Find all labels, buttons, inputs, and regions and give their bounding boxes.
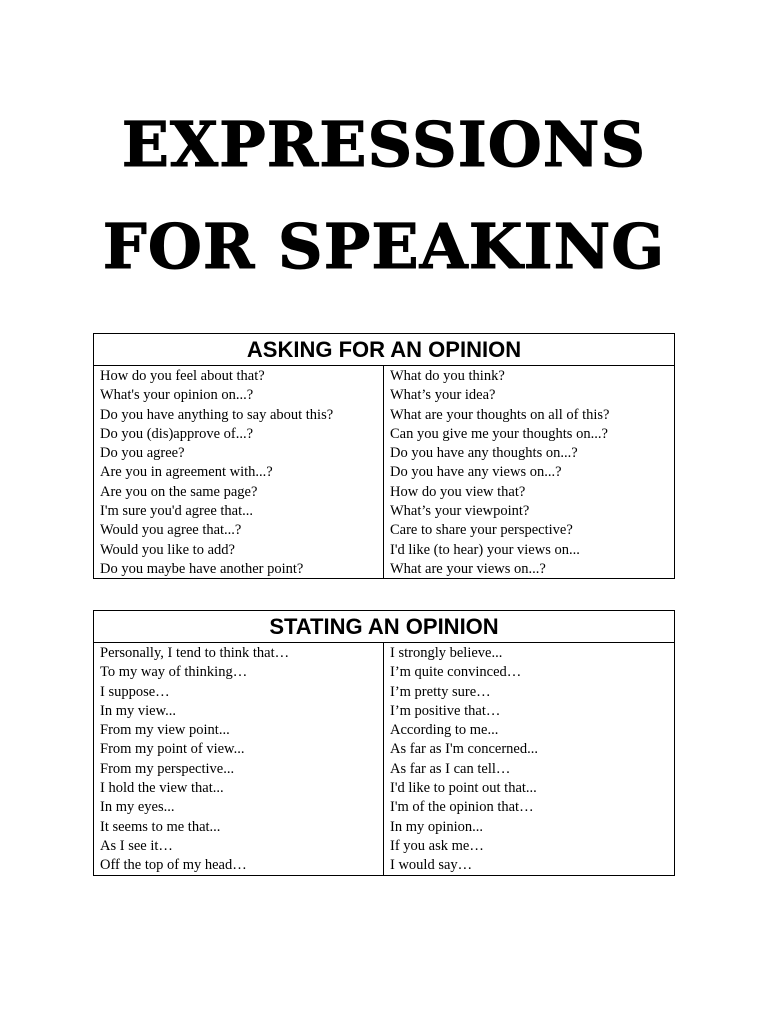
expression: According to me... [390, 722, 499, 739]
expression: To my way of thinking… [100, 664, 248, 681]
expression: As I see it… [100, 837, 173, 854]
expression: Are you on the same page? [100, 483, 258, 500]
expression: How do you view that? [390, 483, 526, 500]
expression: Off the top of my head… [100, 857, 247, 874]
expression: Would you like to add? [100, 541, 235, 558]
expression: I'd like to point out that... [390, 780, 537, 797]
expression: Do you have any views on...? [390, 464, 562, 481]
expression: What’s your idea? [390, 387, 496, 404]
expression: What are your views on...? [390, 560, 546, 577]
expression: I would say… [390, 857, 473, 874]
expression: If you ask me… [390, 837, 484, 854]
expression: I hold the view that... [100, 780, 224, 797]
expression: I'm of the opinion that… [390, 799, 534, 816]
stating-opinion-table [93, 610, 675, 876]
expression: I’m pretty sure… [390, 683, 491, 700]
expression: What’s your viewpoint? [390, 503, 530, 520]
expression: Do you have any thoughts on...? [390, 445, 578, 462]
table-body [94, 643, 674, 875]
asking-opinion-table [93, 333, 675, 579]
page-title-line-2: FOR SPEAKING [102, 210, 666, 283]
expression: Do you maybe have another point? [100, 560, 304, 577]
expression: Are you in agreement with...? [100, 464, 273, 481]
expression: Personally, I tend to think that… [100, 645, 290, 661]
expression: In my view... [100, 702, 176, 719]
expression: In my opinion... [390, 818, 484, 835]
expression: From my point of view... [100, 741, 245, 758]
page-title-line-1: EXPRESSIONS [121, 108, 647, 181]
expression: In my eyes... [100, 799, 175, 816]
table-body [94, 366, 674, 578]
expression: Would you agree that...? [100, 522, 242, 539]
expression: What are your thoughts on all of this? [390, 406, 610, 423]
expression: Do you have anything to say about this? [100, 406, 334, 423]
expression: As far as I'm concerned... [390, 741, 538, 758]
expression: From my perspective... [100, 760, 235, 777]
expression: I’m positive that… [390, 702, 501, 719]
expression: I'm sure you'd agree that... [100, 503, 253, 520]
table-heading: ASKING FOR AN OPINION [94, 334, 674, 366]
expression: I’m quite convinced… [390, 664, 522, 681]
right-column [384, 643, 674, 875]
left-column [94, 366, 384, 578]
expression: Do you (dis)approve of...? [100, 425, 254, 442]
expression: I strongly believe... [390, 645, 503, 661]
expression: From my view point... [100, 722, 230, 739]
expression: Can you give me your thoughts on...? [390, 425, 608, 442]
expression: What do you think? [390, 368, 505, 384]
expression: It seems to me that... [100, 818, 221, 835]
right-column [384, 366, 674, 578]
expression: Do you agree? [100, 445, 185, 462]
expression: As far as I can tell… [390, 760, 511, 777]
expression: What's your opinion on...? [100, 387, 254, 404]
expression: I suppose… [100, 683, 170, 700]
expression: Care to share your perspective? [390, 522, 573, 539]
left-column [94, 643, 384, 875]
expression: How do you feel about that? [100, 368, 265, 384]
table-heading: STATING AN OPINION [94, 611, 674, 643]
expression: I'd like (to hear) your views on... [390, 541, 580, 558]
